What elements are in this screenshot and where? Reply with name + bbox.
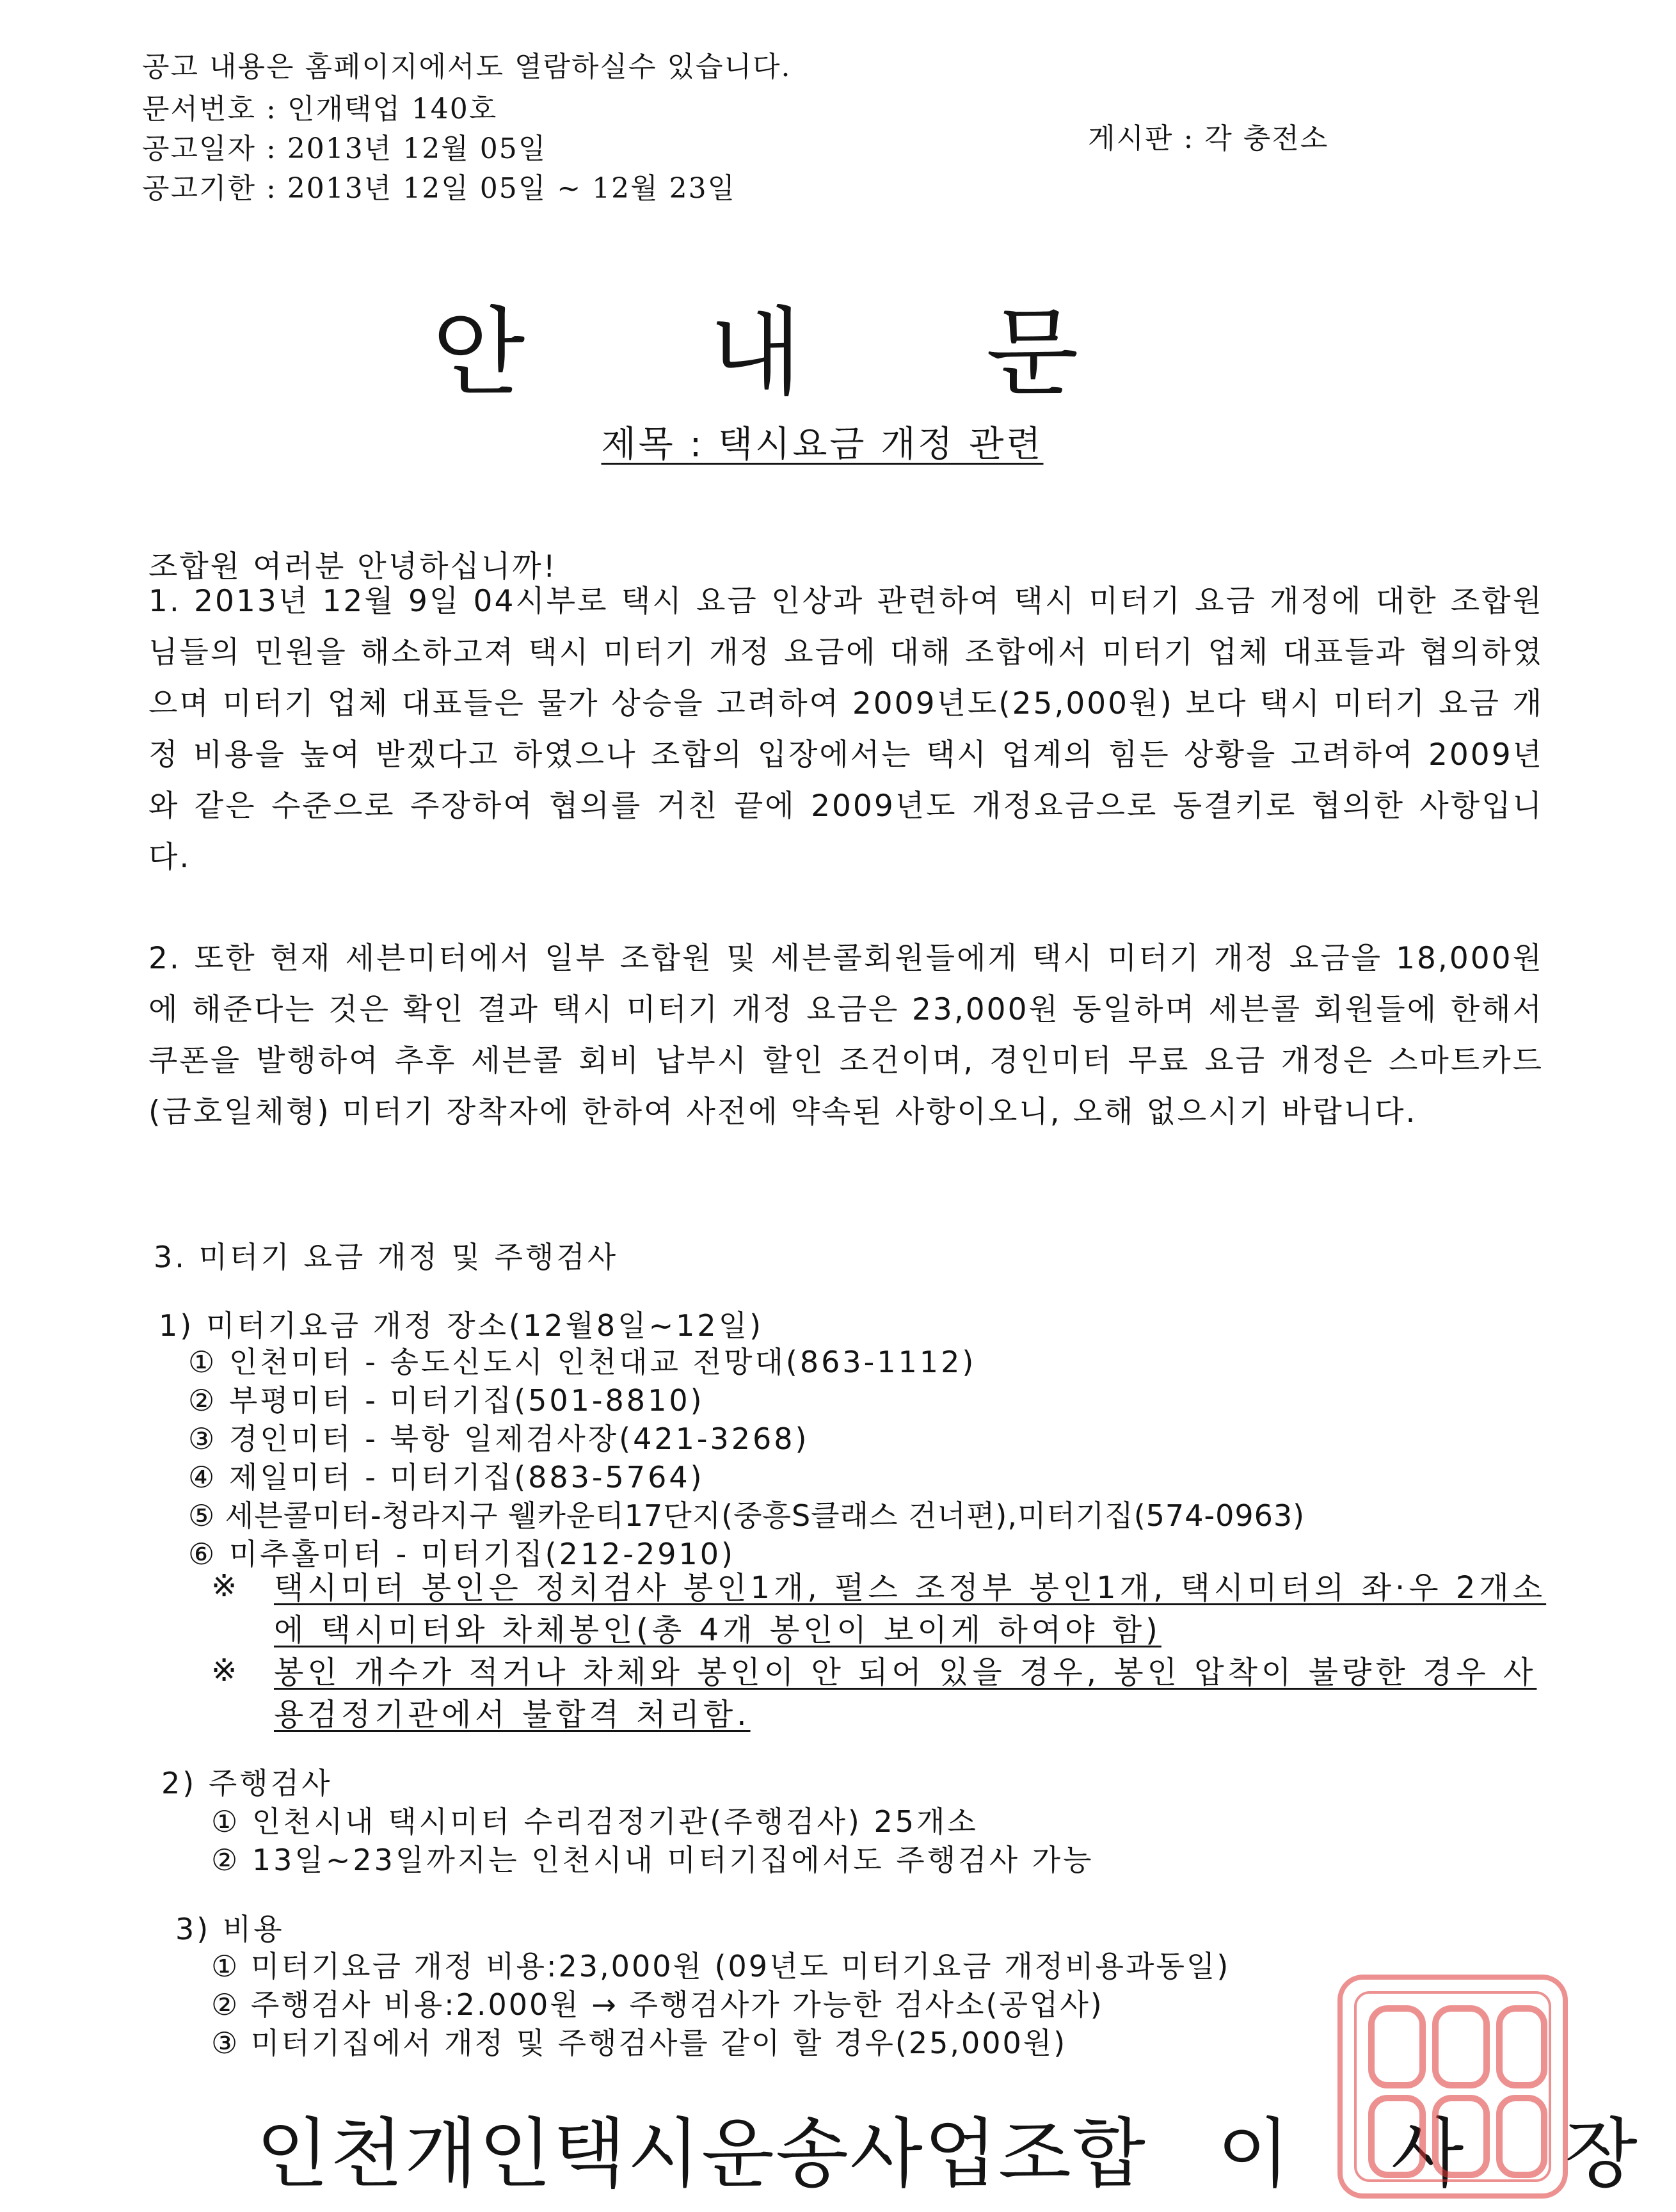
subsection-2-title: 2) 주행검사 (161, 1766, 333, 1800)
note-text: 택시미터 봉인은 정치검사 봉인1개, 펄스 조정부 봉인1개, 택시미터의 좌·우 2개소에 택시미터와 차체봉인(총 4개 봉인이 보이게 하여야 함) (274, 1570, 1547, 1648)
list-item: ③ 경인미터 - 북항 일제검사장(421-3268) (188, 1422, 810, 1456)
announce-period: 공고기한 : 2013년 12일 05일 ~ 12월 23일 (142, 172, 737, 205)
page-title: 안 내 문 (432, 298, 1156, 409)
list-item: ① 인천시내 택시미터 수리검정기관(주행검사) 25개소 (211, 1804, 978, 1839)
subsection-3-title: 3) 비용 (175, 1912, 285, 1946)
list-item: ① 미터기요금 개정 비용:23,000원 (09년도 미터기요금 개정비용과동일) (211, 1949, 1231, 1984)
signer-title: 이 사 장 (1217, 2110, 1676, 2198)
note-mark: ※ (211, 1653, 241, 1688)
section-3-title: 3. 미터기 요금 개정 및 주행검사 (154, 1240, 619, 1274)
note-text: 봉인 개수가 적거나 차체와 봉인이 안 되어 있을 경우, 봉인 압착이 불량한 경우 사용검정기관에서 불합격 처리함. (274, 1655, 1537, 1733)
organization-name: 인천개인택시운송사업조합 (256, 2110, 1147, 2198)
greeting: 조합원 여러분 안녕하십니까! (148, 549, 557, 584)
note-mark: ※ (211, 1568, 241, 1604)
announce-date: 공고일자 : 2013년 12월 05일 (142, 132, 547, 165)
subsection-1-title: 1) 미터기요금 개정 장소(12월8일~12일) (159, 1308, 764, 1343)
list-item: ② 부평미터 - 미터기집(501-8810) (188, 1383, 705, 1418)
subject-line: 제목 : 택시요금 개정 관련 (601, 424, 1044, 465)
paragraph-1: 1. 2013년 12월 9일 04시부로 택시 요금 인상과 관련하여 택시 미터기 요금 개정에 대한 조합원님들의 민원을 해소하고져 택시 미터기 개정 요금에 대해 조합에서 미터기 업체 대표들과 협의하였으며 미터기 업체 대표들은 물가 상승을 고려하여 2009년도(25,000원) 보다 택시 미터기 요금 개정 비용을 높여 받겠다고 하였으나 조합의 입장에서는 택시 업계의 힘든 상황을 고려하여 2009년와 같은 수준으로 주장하여 협의를 거친 끝에 2009년도 개정요금으로 동결키로 협의한 사항입니다. (148, 584, 1544, 875)
paragraph-2: 2. 또한 현재 세븐미터에서 일부 조합원 및 세븐콜회원들에게 택시 미터기 개정 요금을 18,000원에 해준다는 것은 확인 결과 택시 미터기 개정 요금은 23,000원 동일하며 세븐콜 회원들에 한해서 쿠폰을 발행하여 추후 세븐콜 회비 납부시 할인 조건이며, 경인미터 무료 요금 개정은 스마트카드(금호일체형) 미터기 장착자에 한하여 사전에 약속된 사항이오니, 오해 없으시기 바랍니다. (148, 941, 1544, 1130)
list-item: ④ 제일미터 - 미터기집(883-5764) (188, 1460, 705, 1495)
document-number: 문서번호 : 인개택업 140호 (142, 93, 498, 125)
bulletin-board: 게시판 : 각 충전소 (1088, 122, 1329, 155)
list-item: ⑤ 세븐콜미터-청라지구 웰카운티17단지(중흥S클래스 건너편),미터기집(574-0963) (188, 1498, 1305, 1533)
list-item: ⑥ 미추홀미터 - 미터기집(212-2910) (188, 1537, 735, 1571)
official-seal-stamp (1337, 1975, 1568, 2199)
list-item: ③ 미터기집에서 개정 및 주행검사를 같이 할 경우(25,000원) (211, 2026, 1067, 2060)
list-item: ② 13일~23일까지는 인천시내 미터기집에서도 주행검사 가능 (211, 1843, 1094, 1877)
homepage-notice: 공고 내용은 홈페이지에서도 열람하실수 있습니다. (142, 51, 792, 83)
list-item: ② 주행검사 비용:2.000원 → 주행검사가 가능한 검사소(공업사) (211, 1987, 1104, 2022)
list-item: ① 인천미터 - 송도신도시 인천대교 전망대(863-1112) (188, 1345, 977, 1379)
